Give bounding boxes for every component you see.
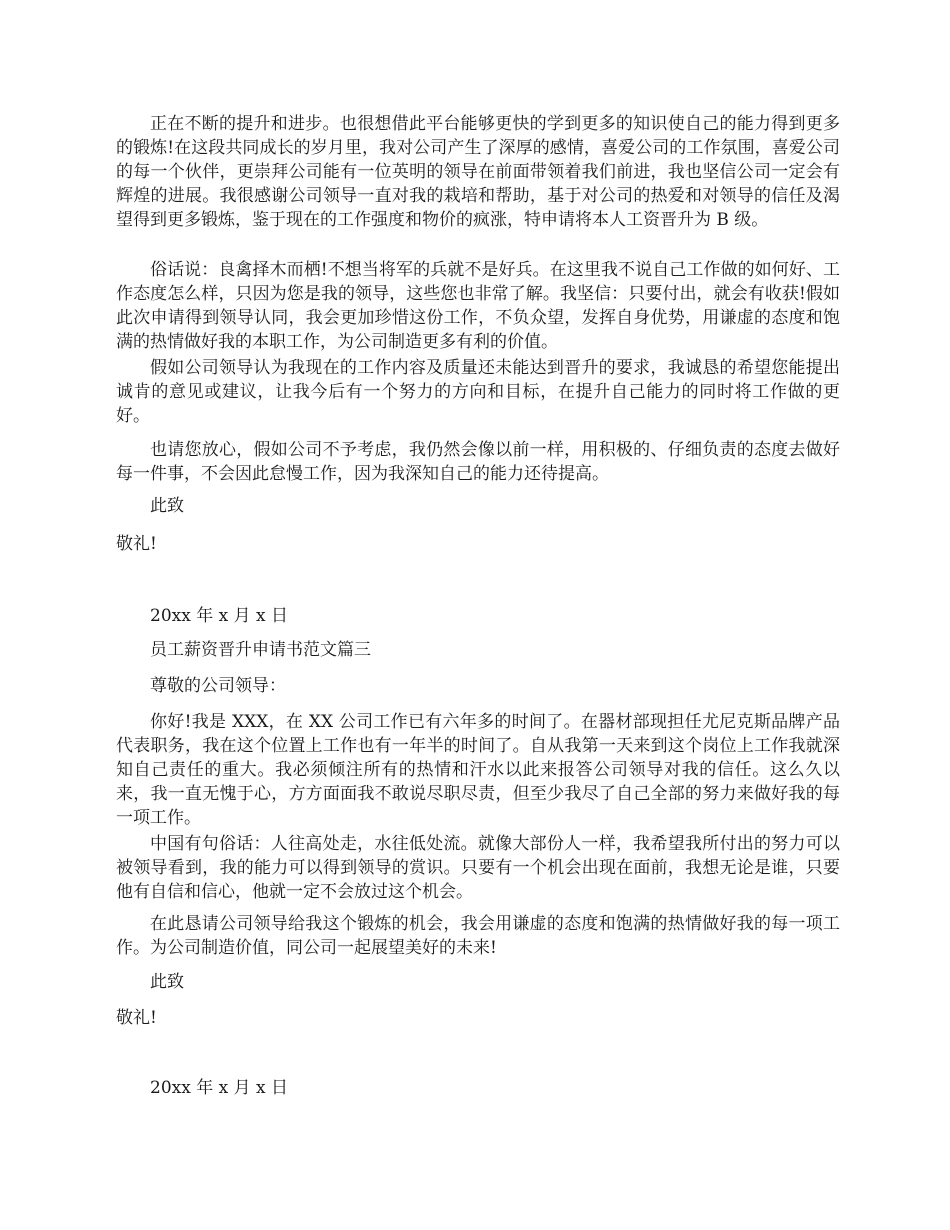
salutation: 敬礼! xyxy=(116,534,157,554)
paragraph-feedback-request: 假如公司领导认为我现在的工作内容及质量还未能达到晋升的要求，我诚恳的希望您能提出诚肯的意见或建议，让我今后有一个努力的方向和目标，在提升自己能力的同时将工作做的更好。 xyxy=(116,358,840,426)
paragraph-aspiration: 中国有句俗话：人往高处走，水往低处流。就像大部份人一样，我希望我所付出的努力可以被领导看到，我的能力可以得到领导的赏识。只要有一个机会出现在面前，我想无论是谁，只要他有自信和信心，他就一定不会放过这个机会。 xyxy=(116,834,840,902)
paragraph-request: 在此恳请公司领导给我这个锻炼的机会，我会用谦虚的态度和饱满的热情做好我的每一项工作。为公司制造价值，同公司一起展望美好的未来! xyxy=(116,914,840,958)
date-line: 20xx 年 x 月 x 日 xyxy=(150,1078,289,1098)
paragraph-proverb: 俗话说：良禽择木而栖!不想当将军的兵就不是好兵。在这里我不说自己工作做的如何好、工作态度怎么样，只因为您是我的领导，这些您也非常了解。我坚信：只要付出，就会有收获!假如此次申请得到领导认同，我会更加珍惜这份工作，不负众望，发挥自身优势，用谦虚的态度和饱满的热情做好我的本职工作，为公司制造更多有利的价值。 xyxy=(116,260,840,352)
closing-line: 此致 xyxy=(150,496,184,516)
closing-line: 此致 xyxy=(150,972,184,992)
paragraph-self-introduction: 你好!我是 XXX，在 XX 公司工作已有六年多的时间了。在器材部现担任尤尼克斯品牌产品代表职务，我在这个位置上工作也有一年半的时间了。自从我第一天来到这个岗位上工作我就深知自己责任的重大。我必须倾注所有的热情和汗水以此来报答公司领导对我的信任。这么久以来，我一直无愧于心，方方面面我不敢说尽职尽责，但至少我尽了自己全部的努力来做好我的每一项工作。 xyxy=(116,712,840,828)
date-line: 20xx 年 x 月 x 日 xyxy=(150,606,289,626)
salutation: 敬礼! xyxy=(116,1008,157,1028)
section-title: 员工薪资晋升申请书范文篇三 xyxy=(150,640,371,660)
paragraph-promotion-reason: 正在不断的提升和进步。也很想借此平台能够更快的学到更多的知识使自己的能力得到更多的锻炼!在这段共同成长的岁月里，我对公司产生了深厚的感情，喜爱公司的工作氛围，喜爱公司的每一个伙伴，更崇拜公司能有一位英明的领导在前面带领着我们前进，我也坚信公司一定会有辉煌的进展。我很感谢公司领导一直对我的栽培和帮助，基于对公司的热爱和对领导的信任及渴望得到更多锻炼，鉴于现在的工作强度和物价的疯涨，特申请将本人工资晋升为 B 级。 xyxy=(116,114,840,230)
greeting: 尊敬的公司领导： xyxy=(150,676,286,696)
paragraph-reassurance: 也请您放心，假如公司不予考虑，我仍然会像以前一样，用积极的、仔细负责的态度去做好每一件事，不会因此怠慢工作，因为我深知自己的能力还待提高。 xyxy=(116,440,840,484)
